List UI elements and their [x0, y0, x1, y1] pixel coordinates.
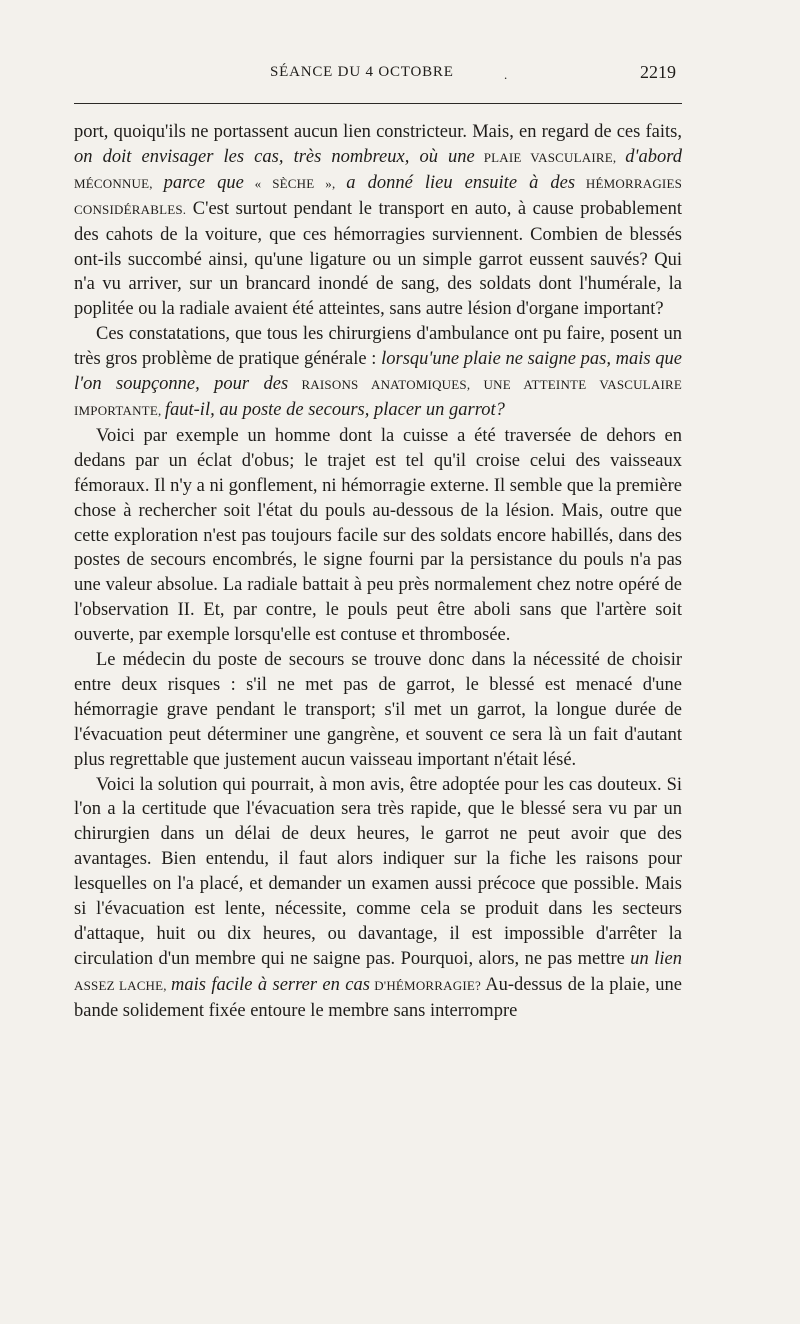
paragraph-2: [74, 322, 682, 424]
header-title: SÉANCE DU 4 OCTOBRE: [270, 64, 454, 80]
header-rule: [74, 103, 682, 104]
header-mark: .: [504, 67, 508, 82]
p5-italic-d: mais facile à serrer en cas: [170, 974, 370, 995]
p1-smallcaps-g: « SÈCHE »,: [243, 175, 347, 191]
p5-smallcaps-e: D'HÉMORRAGIE?: [369, 977, 486, 993]
p2-italic-d: faut-il, au poste de secours, placer un garrot?: [164, 399, 505, 420]
p5-text-f: Au-dessus de la plaie, une bande solidement fixée entoure le membre sans interrompre: [74, 974, 683, 1021]
p1-italic-f: parce que: [163, 172, 244, 193]
paragraph-5: [74, 773, 682, 1024]
paragraph-4: Le médecin du poste de secours se trouve donc dans la nécessité de choisir entre deux risques : s'il ne met pas de garrot, le blessé est menacé d'une hémorragie grave pendant le transport; s'il met un garrot, la longue durée de l'évacuation peut déterminer une gangrène, et souvent ce sera là un fait d'autant plus regrettable que justement aucun vaisseau important n'était lésé.: [74, 650, 682, 770]
p5-text-a: Voici la solution qui pourrait, à mon avis, être adoptée pour les cas douteux. Si l'on a la certitude que l'évacuation sera très rapide, que le blessé sera vu par un chirurgien dans un délai de deux heures, le garrot ne peut avoir que des avantages. Bien entendu, il faut alors indiquer sur la fiche les raisons pour lesquelles on l'a placé, et demander un examen aussi précoce que possible. Mais si l'évacuation est lente, nécessite, comme cela se produit dans les secteurs d'attaque, huit ou dix heures, ou davantage, il est impossible d'arrêter la circulation d'un membre qui ne saigne pas. Pourquoi, alors, ne pas mettre: [74, 774, 682, 969]
running-header: [74, 64, 682, 88]
p1-italic-b: on doit envisager les cas, très nombreux, où une: [74, 146, 475, 167]
p1-smallcaps-e: MÉCONNUE,: [74, 175, 164, 191]
body-text: [74, 120, 682, 1024]
p1-smallcaps-c: PLAIE VASCULAIRE,: [474, 149, 626, 165]
page-number: 2219: [640, 62, 676, 82]
p1-italic-h: a donné lieu ensuite à des: [346, 172, 576, 193]
p1-text-a: port, quoiqu'ils ne portassent aucun lien constricteur. Mais, en regard de ces faits,: [74, 122, 682, 142]
p1-italic-d: d'abord: [625, 146, 682, 167]
p1-smallcaps-i: HÉMORRAGIES CONSIDÉRABLES.: [74, 175, 683, 217]
p1-text-j: C'est surtout pendant le transport en auto, à cause probablement des cahots de la voiture, que ces hémorragies surviennent. Combien de blessés ont-ils succombé ainsi, qu'une ligature ou un simple garrot eussent sauvés? Qui n'a vu arriver, sur un brancard inondé de sang, des soldats dont l'humérale, la poplitée ou la radiale avaient été atteintes, sans autre lésion d'organe important?: [74, 198, 682, 320]
p5-smallcaps-c: ASSEZ LACHE,: [74, 977, 171, 993]
p2-italic-b: lorsqu'une plaie ne saigne pas, mais que l'on soupçonne, pour des: [74, 349, 682, 395]
p2-smallcaps-c: RAISONS ANATOMIQUES, UNE ATTEINTE VASCULAIRE IMPORTANTE,: [74, 377, 682, 418]
p2-text-a: Ces constatations, que tous les chirurgiens d'ambulance ont pu faire, posent un très gros problème de pratique générale :: [74, 324, 682, 370]
paragraph-1: [74, 120, 682, 322]
p5-italic-b: un lien: [630, 948, 682, 969]
paragraph-3: Voici par exemple un homme dont la cuisse a été traversée de dehors en dedans par un éclat d'obus; le trajet est tel qu'il croise celui des vaisseaux fémoraux. Il n'y a ni gonflement, ni hémorragie externe. Il semble que la première chose à rechercher soit l'état du pouls au-dessous de la lésion. Mais, outre que cette exploration n'est pas toujours facile sur des soldats encore habillés, dans des postes de secours encombrés, le signe fourni par la persistance du pouls n'a pas une valeur absolue. La radiale battait à peu près normalement chez notre opéré de l'observation II. Et, par contre, le pouls peut être aboli sans que l'artère soit ouverte, par exemple lorsqu'elle est contuse et thrombosée.: [74, 425, 682, 646]
